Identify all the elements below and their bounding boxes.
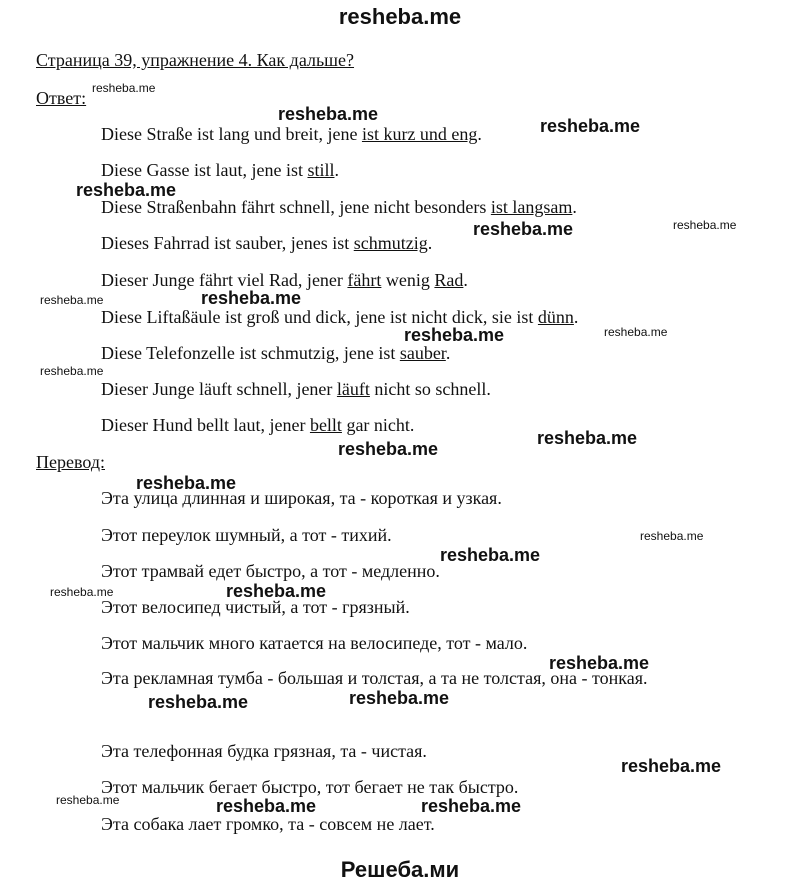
watermark: resheba.me (640, 529, 704, 543)
watermark: resheba.me (537, 428, 638, 448)
german-line: Dieser Junge fährt viel Rad, jener fährt wenig Rad. (101, 270, 468, 290)
site-footer: Решеба.ми (340, 857, 460, 882)
german-line: Diese Straße ist lang und breit, jene ist kurz und eng. (101, 124, 482, 144)
russian-line: Эта собака лает громко, та - совсем не лает. (101, 814, 435, 834)
russian-line: Этот переулок шумный, а тот - тихий. (101, 525, 392, 545)
german-line: Diese Liftaßäule ist groß und dick, jene ist nicht dick, sie ist dünn. (101, 307, 579, 327)
watermark: resheba.me (76, 180, 177, 200)
german-line: Dieses Fahrrad ist sauber, jenes ist schmutzig. (101, 233, 433, 253)
watermark: resheba.me (440, 545, 541, 565)
german-line: Dieser Hund bellt laut, jener bellt gar nicht. (101, 415, 415, 435)
watermark: resheba.me (50, 585, 114, 599)
watermark: resheba.me (136, 473, 237, 493)
translation-label: Перевод: (36, 452, 105, 472)
watermark: resheba.me (226, 581, 327, 601)
watermark: resheba.me (621, 756, 722, 776)
watermark: resheba.me (56, 793, 120, 807)
watermark: resheba.me (549, 653, 650, 673)
watermark: resheba.me (673, 218, 737, 232)
watermark: resheba.me (473, 219, 574, 239)
russian-line: Эта рекламная тумба - большая и толстая, а та не толстая, она - тонкая. (101, 668, 648, 688)
russian-line: Этот мальчик много катается на велосипеде, тот - мало. (101, 633, 528, 653)
watermark: resheba.me (349, 688, 450, 708)
watermark: resheba.me (92, 81, 156, 95)
answer-label: Ответ: (36, 88, 87, 108)
russian-line: Эта улица длинная и широкая, та - короткая и узкая. (101, 488, 502, 508)
page-title: Страница 39, упражнение 4. Как дальше? (36, 50, 355, 70)
watermark: resheba.me (338, 439, 439, 459)
german-line: Diese Straßenbahn fährt schnell, jene nicht besonders ist langsam. (101, 197, 577, 217)
russian-line: Этот трамвай едет быстро, а тот - медленно. (101, 561, 440, 581)
watermark: resheba.me (540, 116, 641, 136)
german-line: Diese Gasse ist laut, jene ist still. (101, 160, 339, 180)
watermark: resheba.me (421, 796, 522, 816)
watermark: resheba.me (40, 364, 104, 378)
russian-line: Этот велосипед чистый, а тот - грязный. (101, 597, 410, 617)
watermark: resheba.me (278, 104, 379, 124)
watermark: resheba.me (404, 325, 505, 345)
german-line: Dieser Junge läuft schnell, jener läuft nicht so schnell. (101, 379, 491, 399)
russian-line: Этот мальчик бегает быстро, тот бегает не так быстро. (101, 777, 519, 797)
watermark: resheba.me (148, 692, 249, 712)
site-header: resheba.me (338, 4, 462, 29)
german-line: Diese Telefonzelle ist schmutzig, jene ist sauber. (101, 343, 451, 363)
russian-line: Эта телефонная будка грязная, та - чистая. (101, 741, 427, 761)
watermark: resheba.me (216, 796, 317, 816)
watermark: resheba.me (40, 293, 104, 307)
watermark: resheba.me (604, 325, 668, 339)
watermark: resheba.me (201, 288, 302, 308)
